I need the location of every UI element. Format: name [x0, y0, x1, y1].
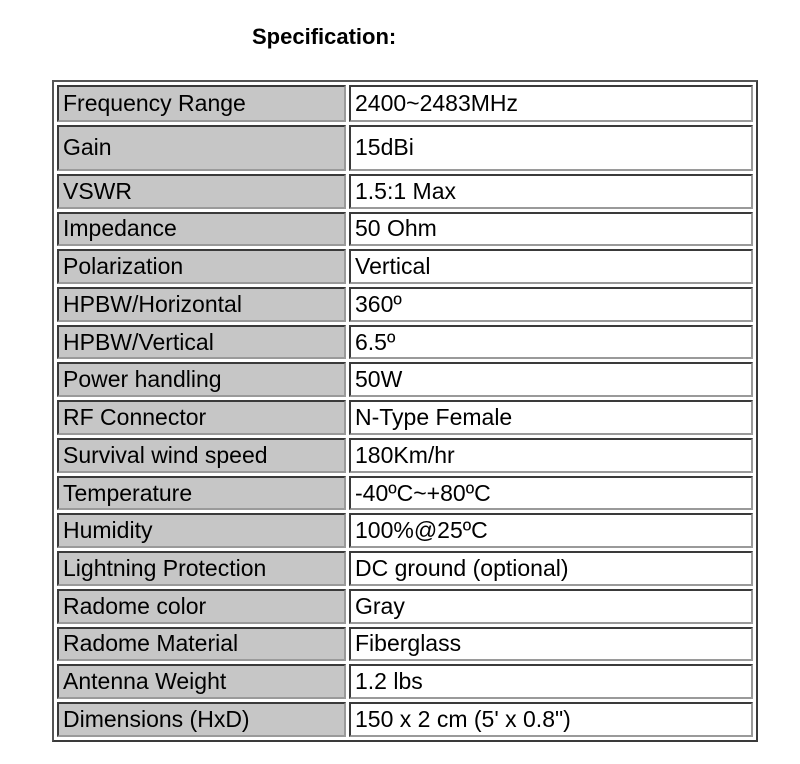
spec-label: VSWR	[57, 174, 346, 209]
spec-value: 2400~2483MHz	[349, 85, 753, 122]
spec-label: Polarization	[57, 249, 346, 284]
table-row	[57, 174, 753, 209]
spec-value: Gray	[349, 589, 753, 624]
table-row	[57, 513, 753, 548]
spec-value: 50 Ohm	[349, 212, 753, 247]
spec-value: 15dBi	[349, 125, 753, 171]
spec-value: 6.5º	[349, 325, 753, 360]
spec-value: 1.2 lbs	[349, 664, 753, 699]
spec-label: Radome color	[57, 589, 346, 624]
table-row	[57, 627, 753, 662]
spec-value: -40ºC~+80ºC	[349, 476, 753, 511]
table-row	[57, 438, 753, 473]
table-row	[57, 249, 753, 284]
spec-label: Gain	[57, 125, 346, 171]
table-row	[57, 702, 753, 737]
table-row	[57, 85, 753, 122]
table-row	[57, 476, 753, 511]
table-row	[57, 589, 753, 624]
table-row	[57, 362, 753, 397]
spec-label: Lightning Protection	[57, 551, 346, 586]
specification-table	[52, 80, 758, 742]
page-title: Specification:	[252, 24, 397, 49]
spec-label: Temperature	[57, 476, 346, 511]
spec-label: Dimensions (HxD)	[57, 702, 346, 737]
table-row	[57, 125, 753, 171]
spec-label: Frequency Range	[57, 85, 346, 122]
spec-label: HPBW/Horizontal	[57, 287, 346, 322]
table-row	[57, 551, 753, 586]
table-row	[57, 287, 753, 322]
spec-label: Impedance	[57, 212, 346, 247]
spec-value: 360º	[349, 287, 753, 322]
spec-value: 180Km/hr	[349, 438, 753, 473]
spec-value: 100%@25ºC	[349, 513, 753, 548]
spec-value: Fiberglass	[349, 627, 753, 662]
spec-value: Vertical	[349, 249, 753, 284]
spec-label: HPBW/Vertical	[57, 325, 346, 360]
spec-label: Antenna Weight	[57, 664, 346, 699]
spec-label: Power handling	[57, 362, 346, 397]
spec-value: N-Type Female	[349, 400, 753, 435]
table-row	[57, 212, 753, 247]
spec-value: 1.5:1 Max	[349, 174, 753, 209]
spec-label: Survival wind speed	[57, 438, 346, 473]
spec-label: RF Connector	[57, 400, 346, 435]
table-row	[57, 400, 753, 435]
spec-value: DC ground (optional)	[349, 551, 753, 586]
spec-label: Radome Material	[57, 627, 346, 662]
spec-value: 150 x 2 cm (5' x 0.8")	[349, 702, 753, 737]
table-row	[57, 664, 753, 699]
spec-label: Humidity	[57, 513, 346, 548]
spec-value: 50W	[349, 362, 753, 397]
table-row	[57, 325, 753, 360]
